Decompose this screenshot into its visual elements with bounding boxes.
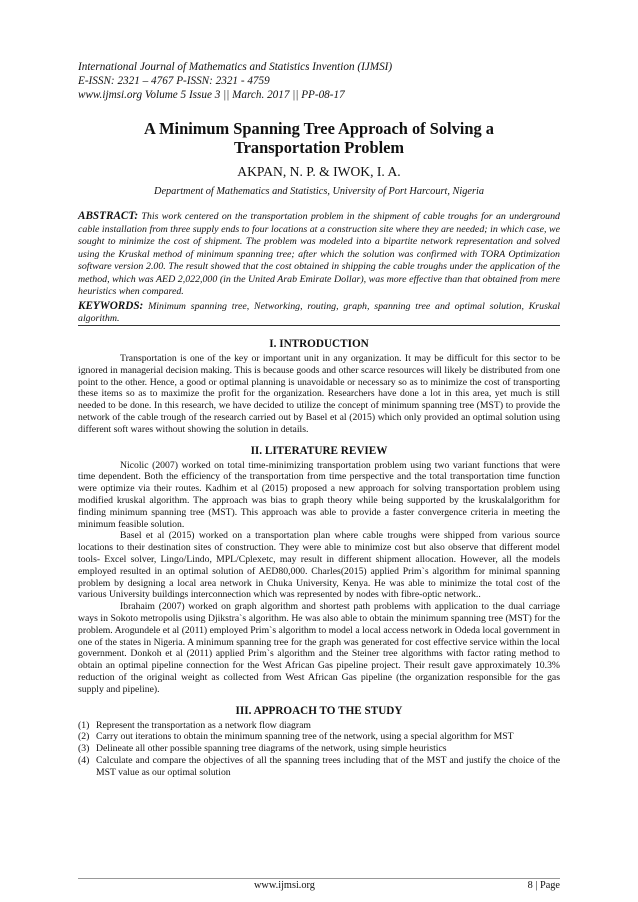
lit-paragraph-3: Ibrahaim (2007) worked on graph algorithm and shortest path problems with application to the dual carriage ways in Sokoto metropolis using Djikstra`s algorithm. He was also able to obtain the minimum spanning tree (MST) for the problem. Arogundele et al (2011) employed Prim`s algorithm to model a local access network in Odeda local government in one of the states in Nigeria. A minimum spanning tree for the graph was generated for cost effective service within the local government. Donkoh et al (2011) applied Prim`s algorithm and the Steiner tree algorithms with factor rating method to obtain an optimal pipeline connection for the West African Gas pipeline project. Their result gave approximately 10.3% reduction of the original weight as collected from West African Gas pipeline (the organization responsible for the gas supply and pipeline).	[78, 601, 560, 695]
journal-issn: E-ISSN: 2321 – 4767 P-ISSN: 2321 - 4759	[78, 75, 270, 87]
approach-item-3	[78, 743, 560, 755]
approach-item-number: (4)	[78, 754, 90, 766]
abstract-divider	[78, 325, 560, 326]
abstract-label: ABSTRACT:	[78, 210, 139, 222]
journal-header	[78, 60, 558, 102]
paper-title	[60, 119, 578, 157]
paper-authors: AKPAN, N. P. & IWOK, I. A.	[237, 164, 401, 179]
approach-item-text: Calculate and compare the objectives of all the spanning trees including that of the MST and justify the choice of the MST value as our optimal solution	[96, 754, 560, 778]
approach-item-text: Carry out iterations to obtain the minimum spanning tree of the network, using a special algorithm for MST	[96, 731, 514, 743]
footer-website: www.ijmsi.org	[254, 880, 315, 891]
section-heading-approach: III. APPROACH TO THE STUDY	[235, 704, 403, 717]
approach-item-number: (1)	[78, 719, 90, 731]
section-heading-introduction: I. INTRODUCTION	[269, 338, 369, 350]
journal-volume: www.ijmsi.org Volume 5 Issue 3 || March. 2017 || PP-08-17	[78, 89, 345, 101]
lit-paragraph-1: Nicolic (2007) worked on total time-minimizing transportation problem using two variant functions that were time dependent. Both the efficiency of the transportation from time perspective and the total transportation time function were optimize via their routes. Kadhim et al (2015) proposed a new approach for solving transportation problem using modified kruskal algorithm. The approach was bias to graph theory while being supported by the kruskalalgorithm for finding minimum spanning tree (MST). This approach was able to provide a faster convergence criteria in meeting the minimum feasible solution.	[78, 459, 560, 530]
footer-page-number: 8 | Page	[527, 880, 560, 891]
paper-affiliation: Department of Mathematics and Statistics, University of Port Harcourt, Nigeria	[154, 186, 484, 197]
approach-item-1	[78, 720, 560, 732]
paper-title-line-2: Transportation Problem	[233, 138, 405, 157]
approach-item-text: Represent the transportation as a network flow diagram	[96, 719, 311, 731]
abstract-block	[78, 210, 560, 326]
keywords-paragraph	[78, 300, 560, 326]
page-footer	[78, 878, 560, 893]
approach-item-number: (2)	[78, 731, 90, 743]
section-heading-literature-review: II. LITERATURE REVIEW	[250, 444, 388, 457]
lit-paragraph-2: Basel et al (2015) worked on a transportation plan where cable troughs were shipped from various source locations to their destination sites of construction. They were able to minimize cost but also observe that different model tools- Excel solver, Lingo/Lindo, MPL/Cplexetc, may result in different shipment allocation. However, all the models employed resulted in an optimal solution of AED80,000. Charles(2015) applied Prim`s algorithm for minimal spanning problem by designing a local area network in Chuka University, Kenya. He was able to minimize the total cost of the various University buildings interconnection which was represented by nodes with fibre-optic network..	[78, 530, 560, 601]
approach-list	[78, 720, 560, 779]
abstract-text: This work centered on the transportation problem in the shipment of cable troughs for an underground cable installation from three supply ends to four locations at a construction site where they are needed; in which case, we sought to minimize the cost of shipment. The problem was modeled into a bipartite network representation and solved using the Kruskal method of minimum spanning tree; after which the solution was confirmed with TORA Optimization software version 2.00. The result showed that the cost obtained in shipping the cable troughs under the application of the method, which was AED 2,022,000 (in the United Arab Emirate Dollar), was more effective than that obtained from mere heuristics when compared.	[78, 211, 560, 297]
journal-name: International Journal of Mathematics and Statistics Invention (IJMSI)	[78, 61, 393, 73]
intro-paragraph-1: Transportation is one of the key or important unit in any organization. It may be difficult for this sector to be ignored in managerial decision making. This is because goods and other scarce resources will likely be distributed from one point to the other. Hence, a good or optimal planning is unavoidable or necessary so as to minimize the cost of transporting these items so as to maximize the profit for the organization. Researchers have done a lot in this area, yet much is still needed to be done. In this research, we have decided to utilize the concept of minimum spanning tree (MST) to provide the network of the cable trough of the research carried out by Basel et al (2015) which only provided an optimal solution using different soft wares without showing the solution in details.	[78, 353, 560, 435]
abstract-paragraph	[78, 210, 560, 299]
approach-item-number: (3)	[78, 743, 90, 755]
approach-item-text: Delineate all other possible spanning tree diagrams of the network, using simple heuristics	[96, 743, 447, 755]
keywords-label: KEYWORDS:	[78, 299, 144, 312]
approach-item-2	[78, 731, 560, 743]
paper-body	[78, 337, 560, 779]
paper-title-line-1: A Minimum Spanning Tree Approach of Solving a	[144, 119, 494, 138]
approach-item-4	[78, 755, 560, 779]
keywords-text: Minimum spanning tree, Networking, routing, graph, spanning tree and optimal solution, Kruskal algorithm.	[78, 300, 560, 324]
